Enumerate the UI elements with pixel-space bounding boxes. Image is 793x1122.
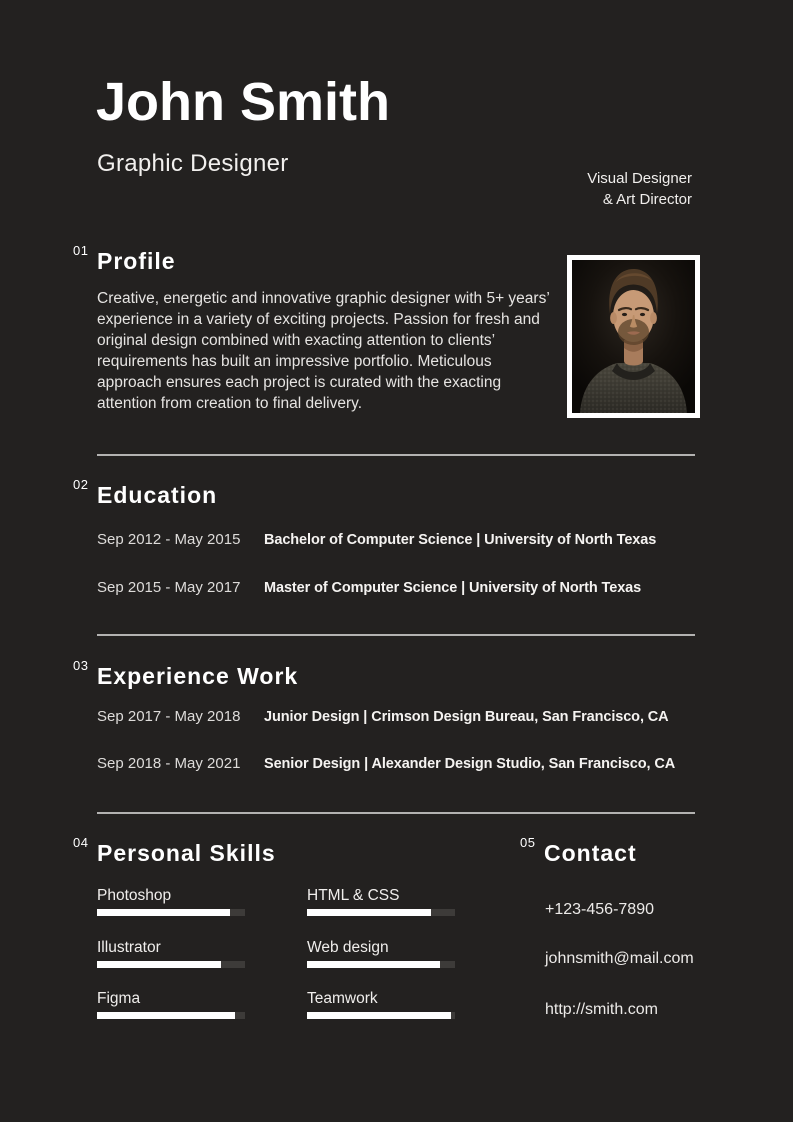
contact-section-heading [520, 835, 637, 866]
profile-photo [567, 255, 700, 418]
role-subtitle: Graphic Designer [97, 150, 289, 177]
experience-row-2 [97, 755, 697, 773]
name-title: John Smith [96, 72, 390, 132]
experience-row-1 [97, 708, 697, 726]
skill-bar-html-css [307, 909, 455, 916]
skill-label-web-design: Web design [307, 939, 389, 956]
skills-section-title: Personal Skills [97, 840, 276, 866]
skill-bar-teamwork [307, 1012, 455, 1019]
portrait-illustration [572, 260, 695, 413]
skill-label-html-css: HTML & CSS [307, 887, 400, 904]
contact-email: johnsmith@mail.com [545, 950, 694, 967]
divider-after-profile [97, 454, 695, 456]
experience-section-number: 03 [73, 658, 89, 673]
contact-section-title: Contact [544, 840, 637, 866]
tagline-line-1: Visual Designer [587, 170, 692, 187]
tagline-line-2: & Art Director [602, 191, 692, 208]
divider-after-education [97, 634, 695, 636]
skill-label-photoshop: Photoshop [97, 887, 172, 904]
experience-section-heading [73, 658, 299, 689]
experience-period-1: Sep 2017 - May 2018 [97, 708, 241, 725]
skill-bar-figma [97, 1012, 245, 1019]
skill-fill-illustrator [97, 961, 221, 968]
skill-label-illustrator: Illustrator [97, 939, 161, 956]
education-detail-2: Master of Computer Science | University of North Texas [264, 580, 642, 596]
education-section-title: Education [97, 482, 218, 508]
skill-fill-photoshop [97, 909, 230, 916]
skill-fill-teamwork [307, 1012, 451, 1019]
skill-bar-web-design [307, 961, 455, 968]
skill-bar-illustrator [97, 961, 245, 968]
contact-phone: +123-456-7890 [545, 901, 654, 918]
contact-section-number: 05 [520, 835, 536, 850]
contact-website: http://smith.com [545, 1001, 658, 1018]
skills-section-heading [73, 835, 276, 866]
profile-section-title: Profile [97, 248, 176, 274]
skill-fill-html-css [307, 909, 431, 916]
experience-period-2: Sep 2018 - May 2021 [97, 755, 241, 772]
profile-section-heading [73, 243, 176, 274]
tagline [587, 168, 692, 210]
skills-section-number: 04 [73, 835, 89, 850]
education-section-number: 02 [73, 477, 89, 492]
profile-text: Creative, energetic and innovative graphic designer with 5+ years’ experience in a variety of exciting projects. Passion for fresh and original design combined with exacting attention to clients’ requirements has built an impressive portfolio. Meticulous approach ensures each project is curated with the exacting attention from creation to final delivery. [97, 290, 550, 412]
experience-detail-1: Junior Design | Crimson Design Bureau, San Francisco, CA [264, 709, 669, 725]
experience-detail-2: Senior Design | Alexander Design Studio, San Francisco, CA [264, 756, 676, 772]
skill-fill-web-design [307, 961, 440, 968]
education-period-1: Sep 2012 - May 2015 [97, 531, 241, 548]
skill-label-figma: Figma [97, 990, 141, 1007]
education-section-heading [73, 477, 218, 508]
skill-bar-photoshop [97, 909, 245, 916]
education-detail-1: Bachelor of Computer Science | University of North Texas [264, 532, 657, 548]
divider-after-experience [97, 812, 695, 814]
experience-section-title: Experience Work [97, 663, 299, 689]
education-row-1 [97, 531, 697, 549]
profile-section-number: 01 [73, 243, 89, 258]
education-period-2: Sep 2015 - May 2017 [97, 579, 241, 596]
education-row-2 [97, 579, 697, 597]
skill-fill-figma [97, 1012, 235, 1019]
skill-label-teamwork: Teamwork [307, 990, 378, 1007]
